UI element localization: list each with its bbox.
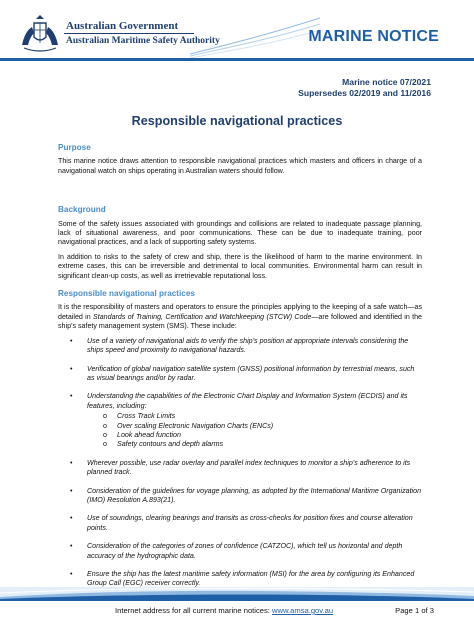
- purpose-text: This marine notice draws attention to responsible navigational practices which masters and officers in charge of a navigational watch on ships operating in Australian waters should follow.: [58, 157, 422, 175]
- bullet-icon: •: [70, 514, 73, 523]
- footer-address: [115, 606, 333, 615]
- page-footer: [0, 604, 474, 624]
- list-item-text: Consideration of the guidelines for voyage planning, as adopted by the International Maritime Organization (IMO) Resolution A.893(21).: [87, 486, 422, 504]
- practices-list: [58, 337, 422, 589]
- document-title: Responsible navigational practices: [131, 114, 343, 128]
- list-item: [58, 365, 422, 384]
- sub-list-item: [87, 440, 422, 449]
- amsa-website-link[interactable]: www.amsa.gov.au: [272, 606, 334, 615]
- sub-list-item-text: Safety contours and depth alarms: [117, 440, 224, 449]
- sub-bullet-icon: o: [103, 430, 107, 439]
- page-header: [0, 0, 474, 70]
- header-underline: [0, 58, 474, 61]
- list-item: [58, 459, 422, 478]
- sub-bullet-icon: o: [103, 440, 107, 449]
- marine-notice-title: MARINE NOTICE: [308, 28, 439, 45]
- purpose-heading: Purpose: [58, 143, 91, 152]
- agency-name: Australian Maritime Safety Authority: [66, 36, 220, 46]
- sub-bullet-icon: o: [103, 412, 107, 421]
- footer-wave-band: [0, 587, 474, 601]
- page-number: Page 1 of 3: [395, 606, 434, 615]
- list-item: [58, 514, 422, 533]
- practices-intro-end: —are followed and identified in the ship’s safety management system (SMS). These include:: [58, 312, 422, 331]
- coat-of-arms-icon: [18, 13, 62, 53]
- bullet-icon: •: [70, 542, 73, 551]
- stcw-code-reference: Standards of Training, Certification and Watchkeeping (STCW) Code: [93, 312, 312, 321]
- bullet-icon: •: [70, 392, 73, 401]
- sub-bullet-icon: o: [103, 421, 107, 430]
- list-item-text: Use of a variety of navigational aids to verify the ship’s position at appropriate intervals considering the ships speed and proximity to navigational hazards.: [87, 336, 409, 355]
- bullet-icon: •: [70, 486, 73, 495]
- supersedes-line: Supersedes 02/2019 and 11/2016: [298, 88, 431, 98]
- government-name: Australian Government: [66, 20, 179, 32]
- sub-list-item: [87, 422, 422, 431]
- background-heading: Background: [58, 205, 106, 215]
- bullet-icon: •: [70, 364, 73, 373]
- sub-list-item-text: Over scaling Electronic Navigation Charts (ENCs): [117, 421, 274, 430]
- list-item: [58, 337, 422, 356]
- bullet-icon: •: [70, 458, 73, 467]
- background-paragraph-2: In addition to risks to the safety of crew and ship, there is the likelihood of harm to the marine environment. In extreme cases, this can be irreversible and detrimental to local communities. Environmental harm can result in significant clean-up costs, as well as irretrievable reputational loss.: [58, 252, 422, 280]
- sub-list-item: [87, 431, 422, 440]
- list-item-text: Understanding the capabilities of the Electronic Chart Display and Information System (ECDIS) and its features, including:: [87, 392, 408, 410]
- list-item-text: Verification of global navigation satellite system (GNSS) positional information by terrestrial means, such as visual bearings and/or by radar.: [87, 364, 415, 382]
- list-item-text: Ensure the ship has the latest maritime safety information (MSI) for the area by configuring its Enhanced Group Call (EGC) receiver correctly.: [87, 570, 415, 588]
- sub-list-item-text: Look ahead function: [117, 430, 181, 439]
- list-item: [58, 570, 422, 589]
- notice-meta: [298, 77, 431, 99]
- list-item-text: Consideration of the categories of zones of confidence (CATZOC), which tell us horizontal and depth accuracy of the hydrographic data.: [87, 542, 403, 560]
- list-item: [58, 542, 422, 561]
- practices-heading: Responsible navigational practices: [58, 289, 195, 299]
- sub-list-item-text: Cross Track Limits: [117, 412, 176, 421]
- list-item-text: Wherever possible, use radar overlay and parallel index techniques to monitor a ship’s adherence to its planned track.: [87, 458, 411, 477]
- practices-intro: [58, 303, 422, 331]
- background-paragraph-1: Some of the safety issues associated with groundings and collisions are related to inadequate passage planning, lack of situational awareness, and poor communications. These can be due to inadequate training, poor navigational practices, and a lack of supporting safety systems.: [58, 219, 422, 247]
- bullet-icon: •: [70, 336, 73, 345]
- bullet-icon: •: [70, 570, 73, 578]
- header-wave-decoration: [190, 14, 320, 58]
- list-item: [58, 392, 422, 449]
- list-item-text: Use of soundings, clearing bearings and transits as cross-checks for position fixes and course alteration points.: [87, 514, 413, 532]
- header-divider: [64, 33, 194, 34]
- notice-number: Marine notice 07/2021: [342, 77, 431, 87]
- list-item: [58, 487, 422, 506]
- footer-address-label: Internet address for all current marine notices:: [115, 606, 273, 615]
- sub-list-item: [87, 412, 422, 421]
- document-body: [58, 143, 422, 598]
- ecdis-features-list: [87, 412, 422, 450]
- practices-intro-start: It is the responsibility of masters and operators to ensure the principles applying to the keeping of a safe watch—as detailed in: [58, 303, 422, 321]
